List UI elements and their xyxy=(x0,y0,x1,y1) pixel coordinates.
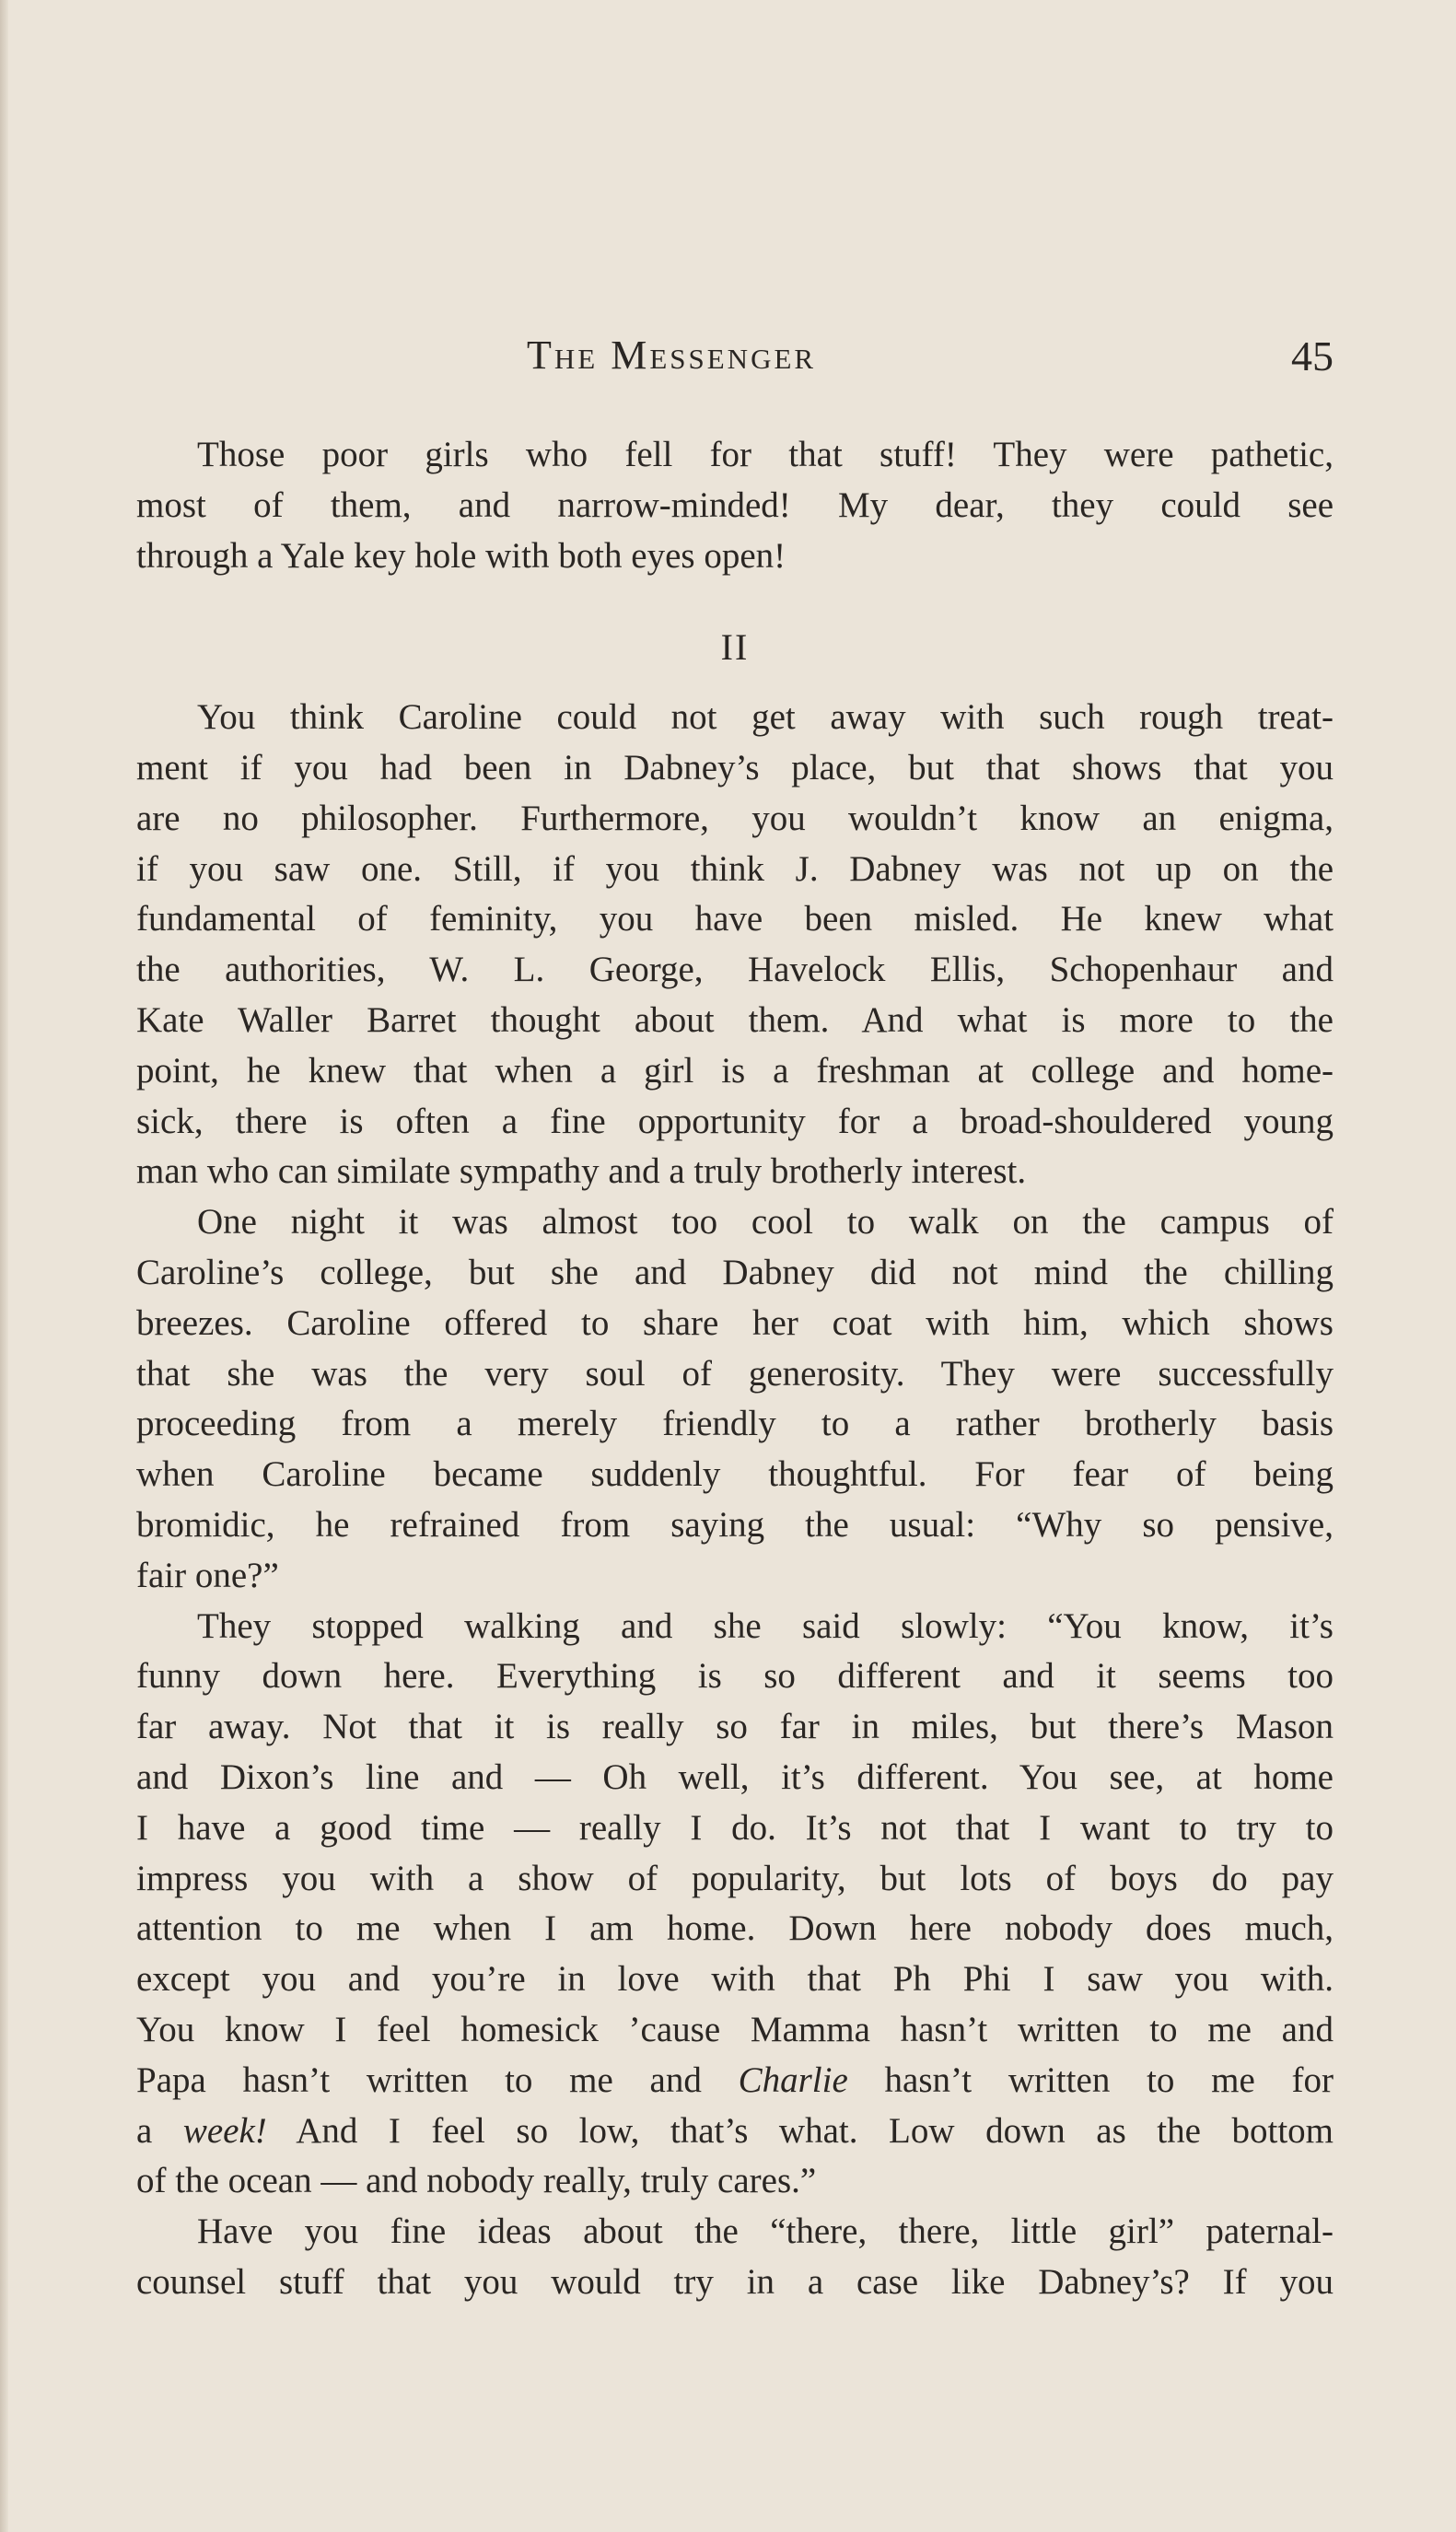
text-line: the authorities, W. L. George, Havelock Ellis, Schopenhaur and xyxy=(136,950,1334,990)
text-line: One night it was almost too cool to walk on the campus of xyxy=(197,1202,1334,1243)
text-run: And I feel so low, that’s what. Low down as the bottom xyxy=(266,2110,1334,2151)
text-line: proceeding from a merely friendly to a rather brotherly basis xyxy=(136,1404,1334,1444)
text-line: impress you with a show of popularity, but lots of boys do pay xyxy=(136,1858,1334,1898)
body-text xyxy=(136,430,1334,2308)
text-line: except you and you’re in love with that Ph Phi I saw you with. xyxy=(136,1959,1334,2000)
text-line: bromidic, he refrained from saying the usual: “Why so pensive, xyxy=(136,1504,1334,1545)
text-run: a xyxy=(136,2110,183,2151)
text-line: fundamental of feminity, you have been misled. He knew what xyxy=(136,899,1334,939)
text-line: far away. Not that it is really so far in miles, but there’s Mason xyxy=(136,1707,1334,1747)
text-line: that she was the very soul of generosity. They were successfully xyxy=(136,1353,1334,1394)
text-line: are no philosopher. Furthermore, you wouldn’t know an enigma, xyxy=(136,798,1334,838)
paragraph-4 xyxy=(136,1602,1334,2208)
text-line: breezes. Caroline offered to share her coat with him, which shows xyxy=(136,1302,1334,1343)
text-line: if you saw one. Still, if you think J. Dabney was not up on the xyxy=(136,848,1334,889)
page-number: 45 xyxy=(1291,333,1334,379)
section-spacer xyxy=(136,581,1334,623)
text-line: and Dixon’s line and — Oh well, it’s different. You see, at home xyxy=(136,1756,1334,1797)
text-line: ment if you had been in Dabney’s place, but that shows that you xyxy=(136,747,1334,788)
section-heading: II xyxy=(720,626,750,669)
text-line xyxy=(136,2106,1334,2157)
paragraph-2 xyxy=(136,693,1334,1197)
text-line: of the ocean — and nobody really, truly cares.” xyxy=(136,2161,817,2201)
running-header xyxy=(136,332,1334,396)
text-line: Have you fine ideas about the “there, there, little girl” paternal- xyxy=(197,2211,1334,2252)
text-line: You think Caroline could not get away with such rough treat- xyxy=(197,697,1334,738)
text-line: Those poor girls who fell for that stuff! They were pathetic, xyxy=(197,435,1334,474)
text-line: most of them, and narrow-minded! My dear, they could see xyxy=(136,484,1334,525)
text-line: point, he knew that when a girl is a freshman at college and home- xyxy=(136,1050,1334,1091)
text-line xyxy=(136,2056,1334,2106)
text-line: when Caroline became suddenly thoughtful. For fear of being xyxy=(136,1454,1334,1495)
emphasized-word: Charlie xyxy=(738,2059,848,2100)
paragraph-3 xyxy=(136,1197,1334,1601)
paragraph-1 xyxy=(136,430,1334,581)
page-edge xyxy=(0,0,8,2532)
running-title: The Messenger xyxy=(527,333,817,378)
emphasized-word: week! xyxy=(182,2110,267,2151)
text-line: funny down here. Everything is so different and it seems too xyxy=(136,1656,1334,1697)
paragraph-5 xyxy=(136,2207,1334,2308)
text-line: counsel stuff that you would try in a case like Dabney’s? If you xyxy=(136,2261,1334,2302)
text-line: I have a good time — really I do. It’s not that I want to try to xyxy=(136,1807,1334,1848)
text-line: man who can similate sympathy and a truly brotherly interest. xyxy=(136,1151,1027,1192)
text-run: Papa hasn’t written to me and xyxy=(136,2059,739,2100)
text-run: hasn’t written to me for xyxy=(847,2059,1334,2100)
text-line: sick, there is often a fine opportunity for a broad-shouldered young xyxy=(136,1101,1334,1141)
section-spacer xyxy=(136,673,1334,693)
text-line: Kate Waller Barret thought about them. And what is more to the xyxy=(136,999,1334,1040)
text-line: through a Yale key hole with both eyes open! xyxy=(136,535,786,576)
text-line: fair one?” xyxy=(136,1555,279,1595)
text-line: You know I feel homesick ’cause Mamma hasn’t written to me and xyxy=(136,2009,1334,2049)
text-line: Caroline’s college, but she and Dabney did not mind the chilling xyxy=(136,1252,1334,1292)
text-line: attention to me when I am home. Down here nobody does much, xyxy=(136,1908,1334,1949)
text-line: They stopped walking and she said slowly: “You know, it’s xyxy=(197,1605,1334,1646)
